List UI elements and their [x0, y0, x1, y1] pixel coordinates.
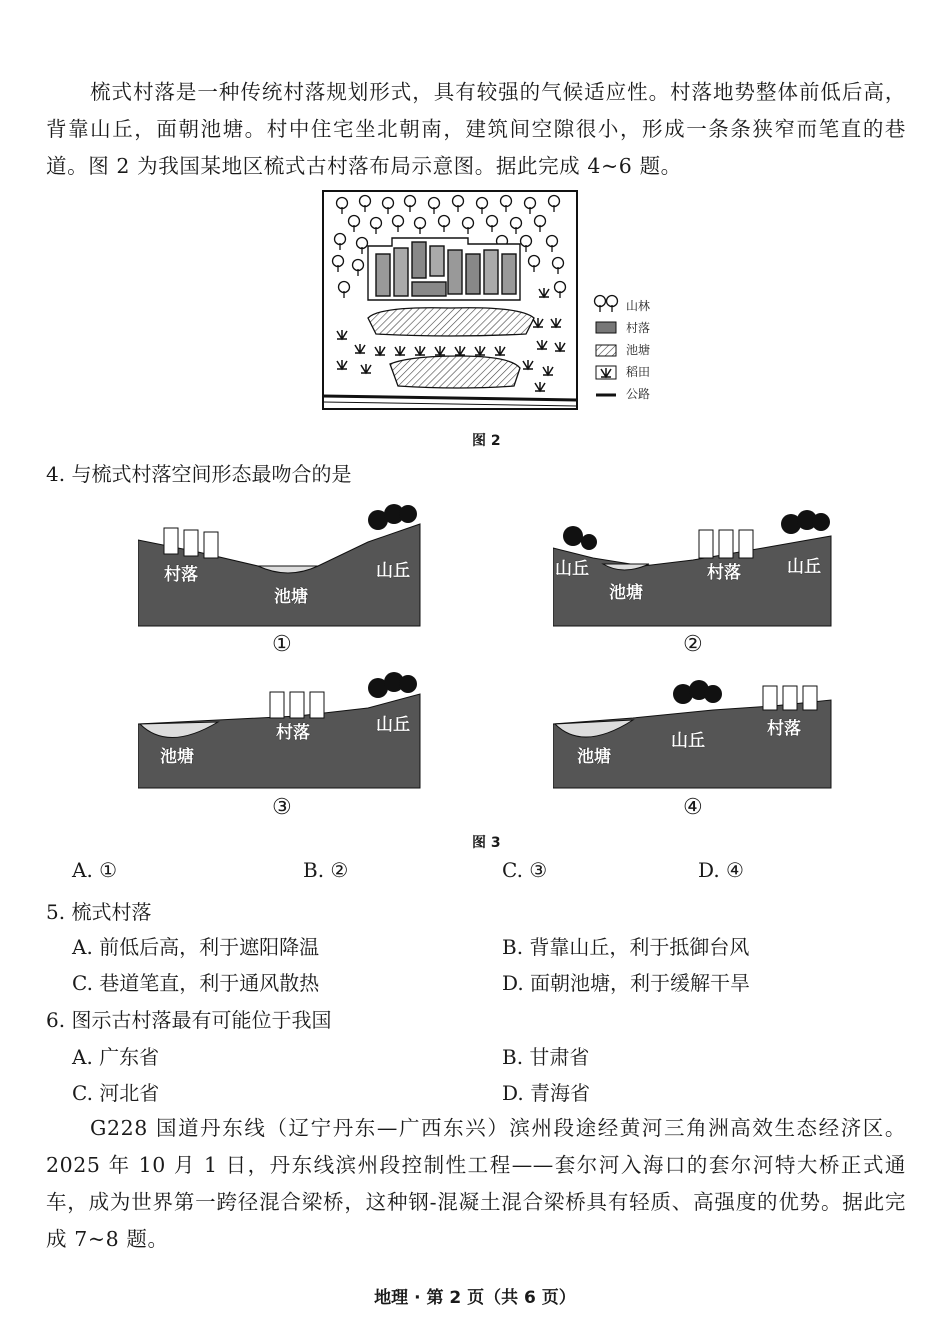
- figure-2-map: [320, 188, 670, 416]
- legend-pond: 池塘: [626, 343, 651, 357]
- q4-option-a[interactable]: A. ①: [72, 858, 118, 882]
- q5-option-d[interactable]: D. 面朝池塘，利于缓解干旱: [502, 971, 751, 995]
- village-blocks: [368, 238, 520, 300]
- svg-text:山丘: 山丘: [787, 557, 821, 577]
- figure-3-caption: 图 3: [472, 835, 501, 851]
- svg-text:村落: 村落: [707, 563, 741, 583]
- panel-1: [138, 500, 428, 630]
- svg-text:池塘: 池塘: [160, 747, 194, 767]
- panel-4: [553, 672, 843, 792]
- page-footer: 地理 · 第 2 页（共 6 页）: [374, 1288, 576, 1308]
- panel-3: [138, 672, 428, 792]
- svg-text:村落: 村落: [767, 719, 801, 739]
- panel-4-number: ④: [683, 795, 703, 820]
- svg-text:池塘: 池塘: [274, 587, 308, 607]
- svg-text:池塘: 池塘: [577, 747, 611, 767]
- panel-3-number: ③: [272, 795, 292, 820]
- passage-intro: 梳式村落是一种传统村落规划形式，具有较强的气候适应性。村落地势整体前低后高，背靠山丘，面朝池塘。村中住宅坐北朝南，建筑间空隙很小，形成一条条狭窄而笔直的巷道。图 2 为我国某地区梳式古村落布局示意图。据此完成 4~6 题。: [46, 80, 906, 178]
- legend-village: 村落: [626, 321, 651, 335]
- q6-option-c[interactable]: C. 河北省: [72, 1081, 160, 1105]
- panel-2-number: ②: [683, 632, 703, 657]
- panel-2: [553, 500, 843, 630]
- legend-forest: 山林: [626, 299, 651, 313]
- svg-text:山丘: 山丘: [671, 731, 705, 751]
- panel-1-number: ①: [272, 632, 292, 657]
- svg-text:山丘: 山丘: [376, 715, 410, 735]
- legend-rice: 稻田: [626, 365, 651, 379]
- q5-option-a[interactable]: A. 前低后高，利于遮阳降温: [72, 935, 320, 959]
- q5-option-b[interactable]: B. 背靠山丘，利于抵御台风: [502, 935, 750, 959]
- svg-text:山丘: 山丘: [555, 559, 589, 579]
- passage-bridge: G228 国道丹东线（辽宁丹东—广西东兴）滨州段途经黄河三角洲高效生态经济区。2025 年 10 月 1 日，丹东线滨州段控制性工程——套尔河入海口的套尔河特大桥正式通车，成为世界第一跨径混合梁桥，这种钢-混凝土混合梁桥具有轻质、高强度的优势。据此完成 7~8 题。: [46, 1116, 906, 1251]
- q4-option-d[interactable]: D. ④: [698, 858, 744, 882]
- q5-option-c[interactable]: C. 巷道笔直，利于通风散热: [72, 971, 320, 995]
- legend-road: 公路: [626, 387, 651, 401]
- q4-option-b[interactable]: B. ②: [303, 858, 349, 882]
- question-4-stem: 4. 与梳式村落空间形态最吻合的是: [46, 462, 352, 486]
- figure-2-caption: 图 2: [472, 433, 501, 449]
- q6-option-d[interactable]: D. 青海省: [502, 1081, 591, 1105]
- svg-text:村落: 村落: [164, 565, 198, 585]
- question-6-stem: 6. 图示古村落最有可能位于我国: [46, 1008, 332, 1032]
- legend: [595, 296, 651, 402]
- question-5-stem: 5. 梳式村落: [46, 900, 152, 924]
- svg-text:村落: 村落: [276, 723, 310, 743]
- q6-option-b[interactable]: B. 甘肃省: [502, 1045, 590, 1069]
- svg-text:山丘: 山丘: [376, 561, 410, 581]
- q6-option-a[interactable]: A. 广东省: [72, 1045, 160, 1069]
- svg-text:池塘: 池塘: [609, 583, 643, 603]
- q4-option-c[interactable]: C. ③: [502, 858, 548, 882]
